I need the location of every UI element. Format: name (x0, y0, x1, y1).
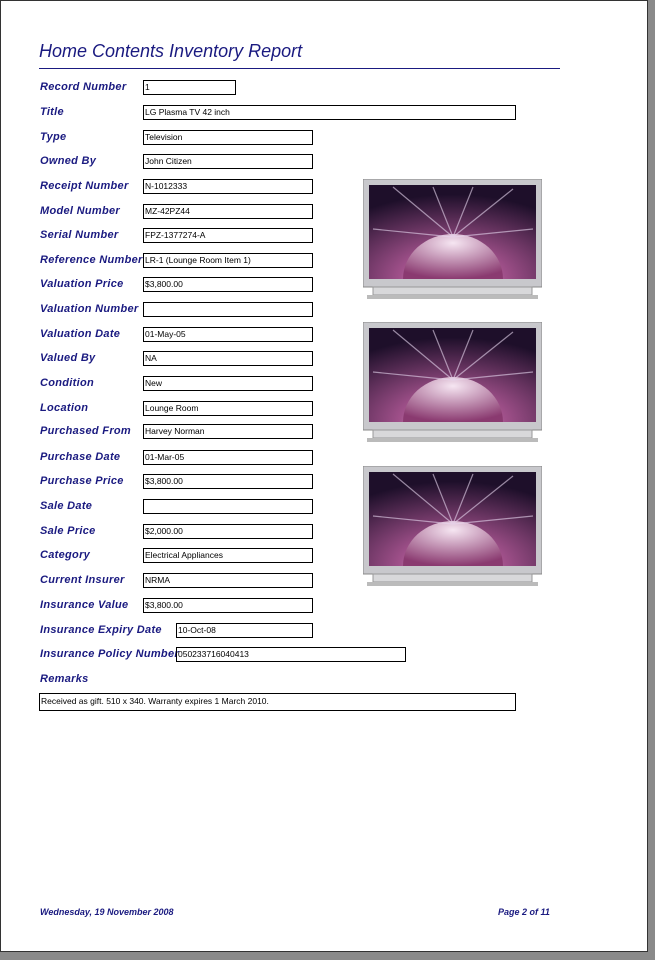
type-label: Type (40, 131, 67, 143)
receipt-number-field: N-1012333 (143, 179, 313, 194)
report-title: Home Contents Inventory Report (39, 41, 303, 61)
insurance-policy-number-field: 050233716040413 (176, 647, 406, 662)
valued-by-field: NA (143, 351, 313, 366)
title-divider (39, 68, 560, 69)
model-number-label: Model Number (40, 205, 120, 217)
condition-label: Condition (40, 377, 95, 389)
title-label: Title (40, 106, 64, 118)
tv-photo (363, 179, 542, 300)
insurance-policy-number-label: Insurance Policy Number (40, 648, 179, 660)
reference-number-label: Reference Number (40, 254, 143, 266)
current-insurer-label: Current Insurer (40, 574, 125, 586)
footer-date: Wednesday, 19 November 2008 (40, 907, 174, 917)
purchased-from-field: Harvey Norman (143, 424, 313, 439)
valuation-price-label: Valuation Price (40, 278, 124, 290)
title-field: LG Plasma TV 42 inch (143, 105, 516, 120)
insurance-expiry-date-field: 10-Oct-08 (176, 623, 313, 638)
purchase-date-field: 01-Mar-05 (143, 450, 313, 465)
insurance-value-label: Insurance Value (40, 599, 129, 611)
location-label: Location (40, 402, 89, 414)
remarks-field: Received as gift. 510 x 340. Warranty expires 1 March 2010. (39, 693, 516, 711)
tv-photo (363, 322, 542, 443)
record-number-label: Record Number (40, 81, 127, 93)
location-field: Lounge Room (143, 401, 313, 416)
current-insurer-field: NRMA (143, 573, 313, 588)
reference-number-field: LR-1 (Lounge Room Item 1) (143, 253, 313, 268)
insurance-value-field: $3,800.00 (143, 598, 313, 613)
receipt-number-label: Receipt Number (40, 180, 129, 192)
type-field: Television (143, 130, 313, 145)
purchase-date-label: Purchase Date (40, 451, 121, 463)
owned-by-field: John Citizen (143, 154, 313, 169)
valuation-number-label: Valuation Number (40, 303, 139, 315)
purchase-price-field: $3,800.00 (143, 474, 313, 489)
tv-photo (363, 466, 542, 587)
record-number-field: 1 (143, 80, 236, 95)
remarks-label: Remarks (40, 673, 89, 685)
serial-number-label: Serial Number (40, 229, 119, 241)
purchase-price-label: Purchase Price (40, 475, 124, 487)
model-number-field: MZ-42PZ44 (143, 204, 313, 219)
valuation-date-label: Valuation Date (40, 328, 121, 340)
purchased-from-label: Purchased From (40, 425, 132, 437)
serial-number-field: FPZ-1377274-A (143, 228, 313, 243)
footer-page-number: Page 2 of 11 (498, 907, 550, 917)
owned-by-label: Owned By (40, 155, 97, 167)
sale-price-field: $2,000.00 (143, 524, 313, 539)
valuation-date-field: 01-May-05 (143, 327, 313, 342)
sale-date-field (143, 499, 313, 514)
category-field: Electrical Appliances (143, 548, 313, 563)
valuation-price-field: $3,800.00 (143, 277, 313, 292)
sale-date-label: Sale Date (40, 500, 93, 512)
condition-field: New (143, 376, 313, 391)
sale-price-label: Sale Price (40, 525, 96, 537)
insurance-expiry-date-label: Insurance Expiry Date (40, 624, 162, 636)
category-label: Category (40, 549, 91, 561)
valuation-number-field (143, 302, 313, 317)
valued-by-label: Valued By (40, 352, 96, 364)
